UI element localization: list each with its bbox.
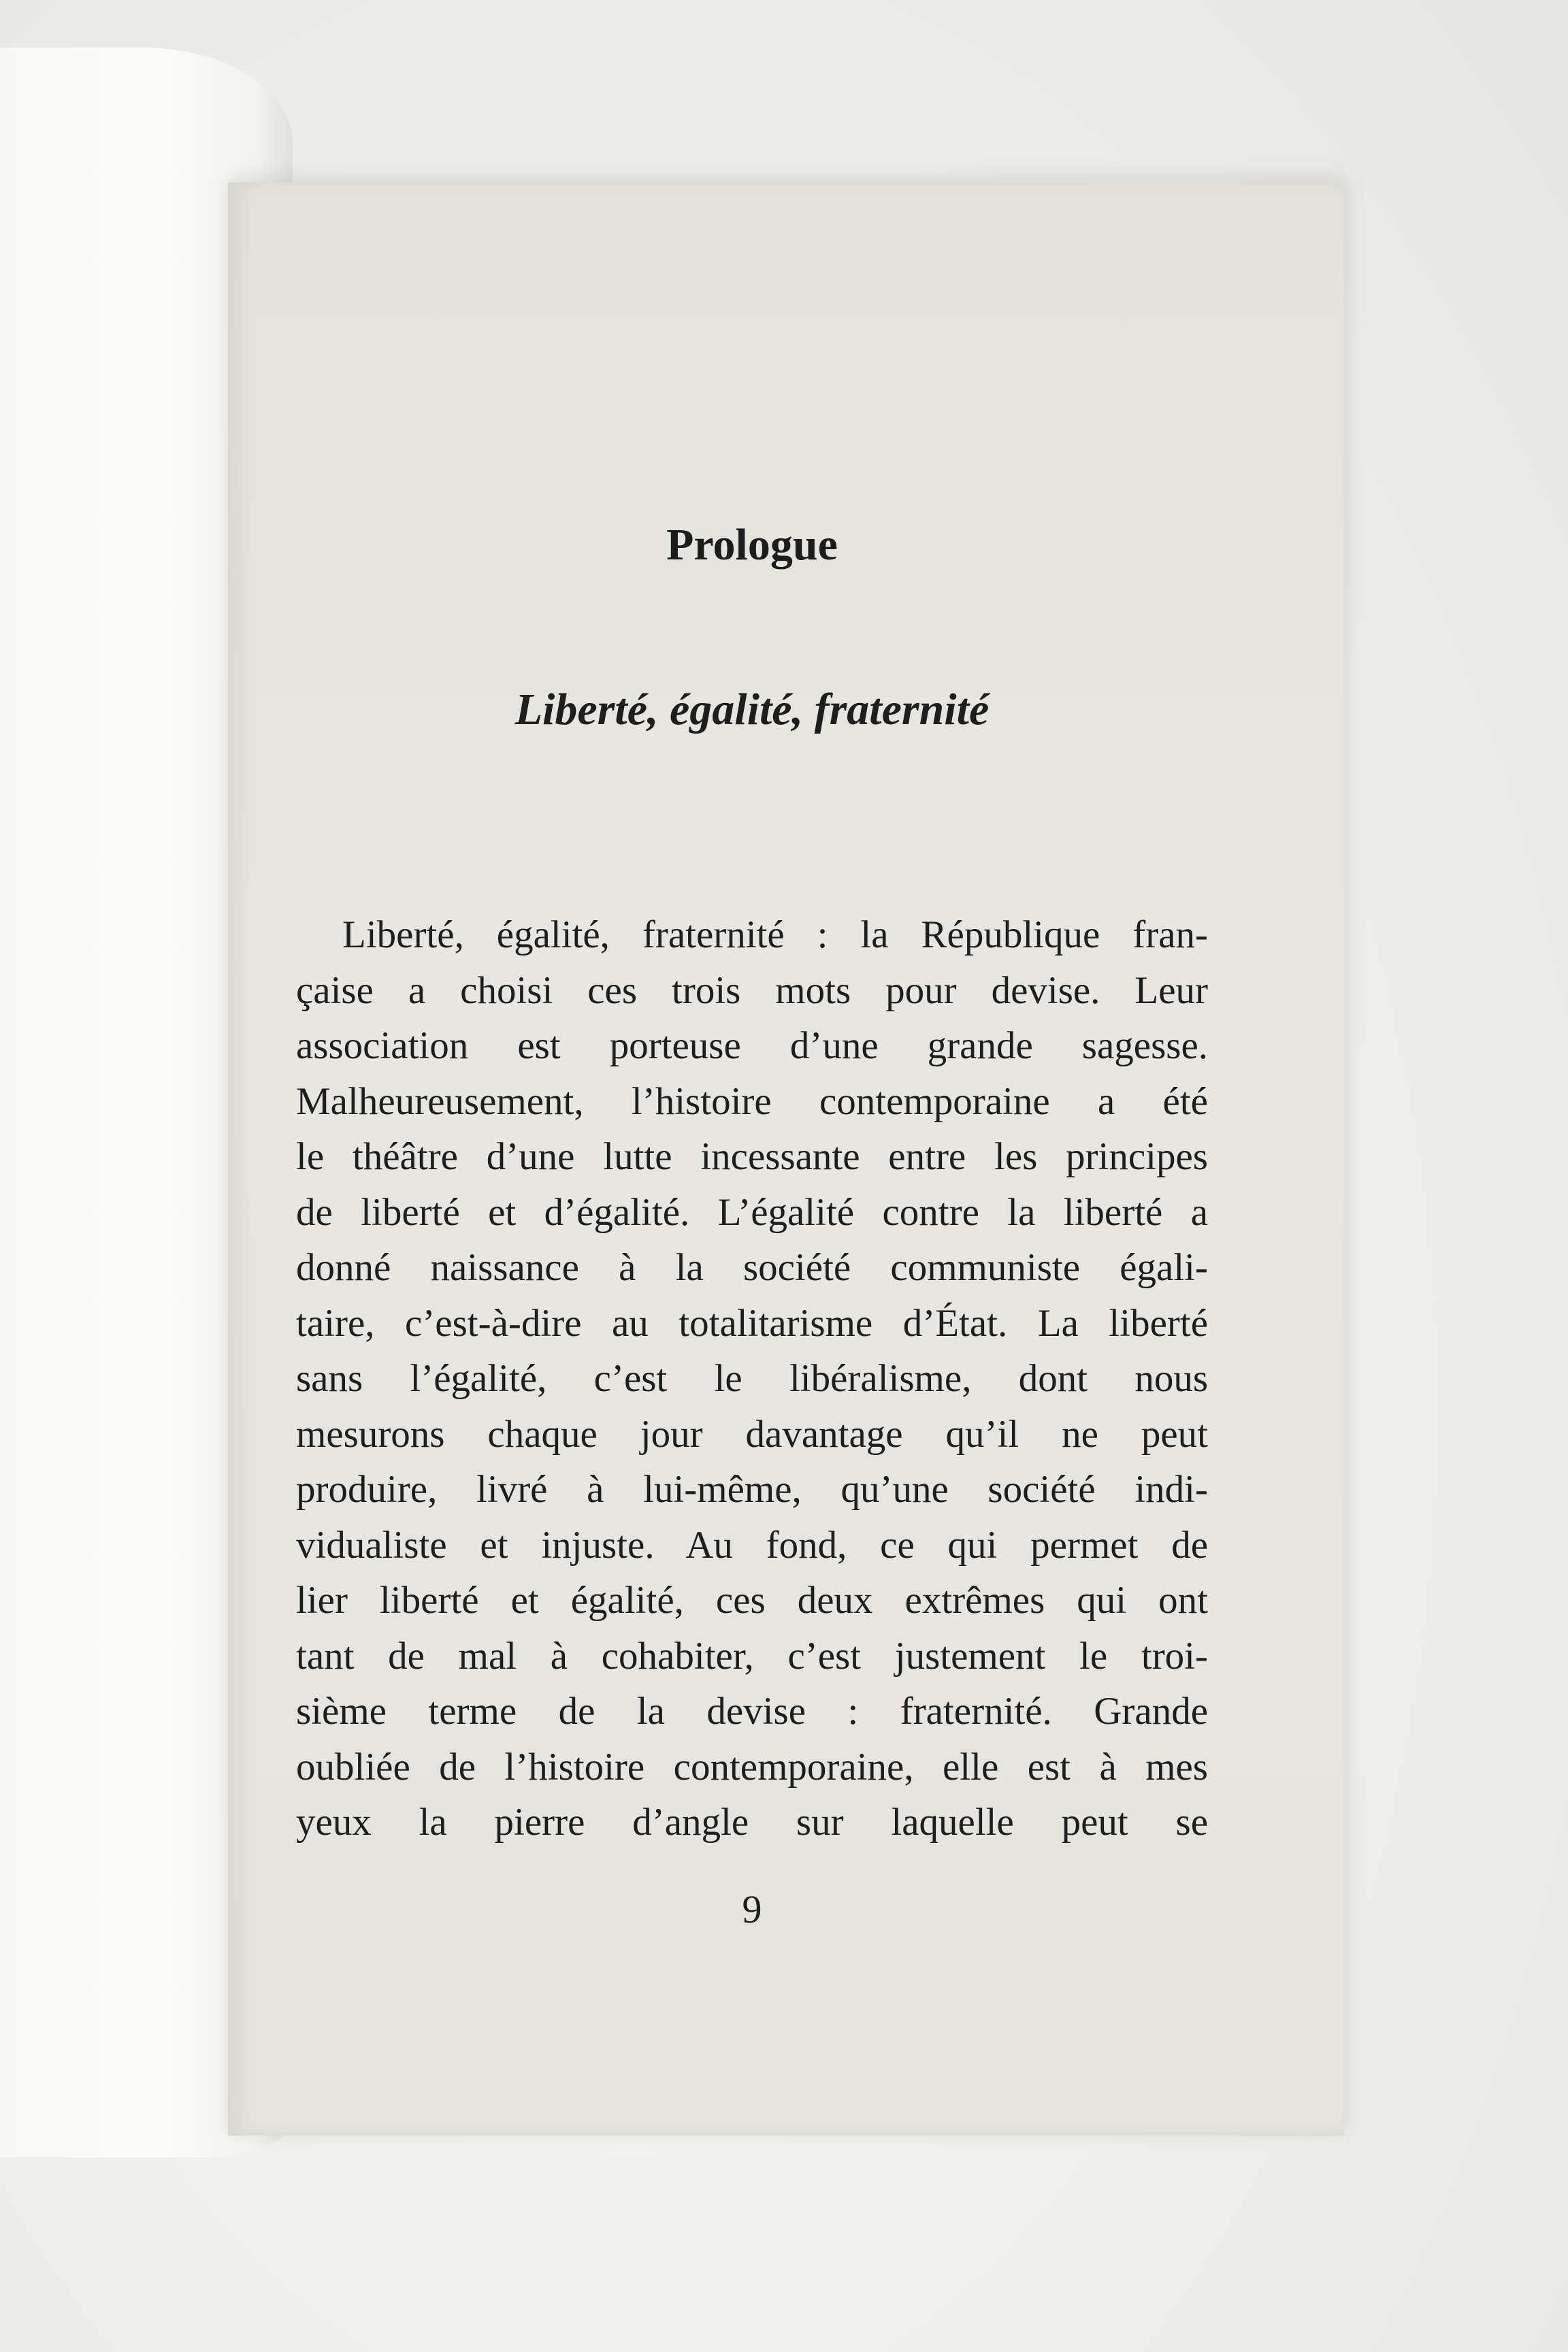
text-line: tant de mal à cohabiter, c’est justement le troi- [296, 1634, 1208, 1678]
page-number: 9 [742, 1887, 762, 1931]
text-line: de liberté et d’égalité. L’égalité contre la liberté a [296, 1190, 1208, 1234]
text-line: sans l’égalité, c’est le libéralisme, dont nous [296, 1357, 1208, 1400]
book-page [228, 182, 1344, 2136]
text-line: donné naissance à la société communiste égali- [296, 1246, 1208, 1289]
text-line: lier liberté et égalité, ces deux extrêmes qui ont [296, 1579, 1208, 1622]
text-line: produire, livré à lui-même, qu’une société indi- [296, 1468, 1208, 1511]
text-line: yeux la pierre d’angle sur laquelle peut se [296, 1801, 1208, 1844]
text-line: sième terme de la devise : fraternité. Grande [296, 1690, 1208, 1733]
body-paragraph [296, 907, 1208, 1850]
text-line: association est porteuse d’une grande sagesse. [296, 1024, 1208, 1067]
text-line: Malheureusement, l’histoire contemporaine a été [296, 1079, 1208, 1123]
text-line: çaise a choisi ces trois mots pour devise. Leur [296, 968, 1208, 1012]
text-line: Liberté, égalité, fraternité : la République fran- [342, 913, 1208, 956]
text-line: taire, c’est-à-dire au totalitarisme d’État. La liberté [296, 1301, 1208, 1345]
text-line: le théâtre d’une lutte incessante entre les principes [296, 1135, 1208, 1178]
text-line: mesurons chaque jour davantage qu’il ne peut [296, 1412, 1208, 1456]
text-line: vidualiste et injuste. Au fond, ce qui permet de [296, 1523, 1208, 1567]
chapter-subtitle: Liberté, égalité, fraternité [514, 685, 990, 734]
chapter-title: Prologue [666, 520, 838, 570]
text-line: oubliée de l’histoire contemporaine, elle est à mes [296, 1745, 1208, 1788]
